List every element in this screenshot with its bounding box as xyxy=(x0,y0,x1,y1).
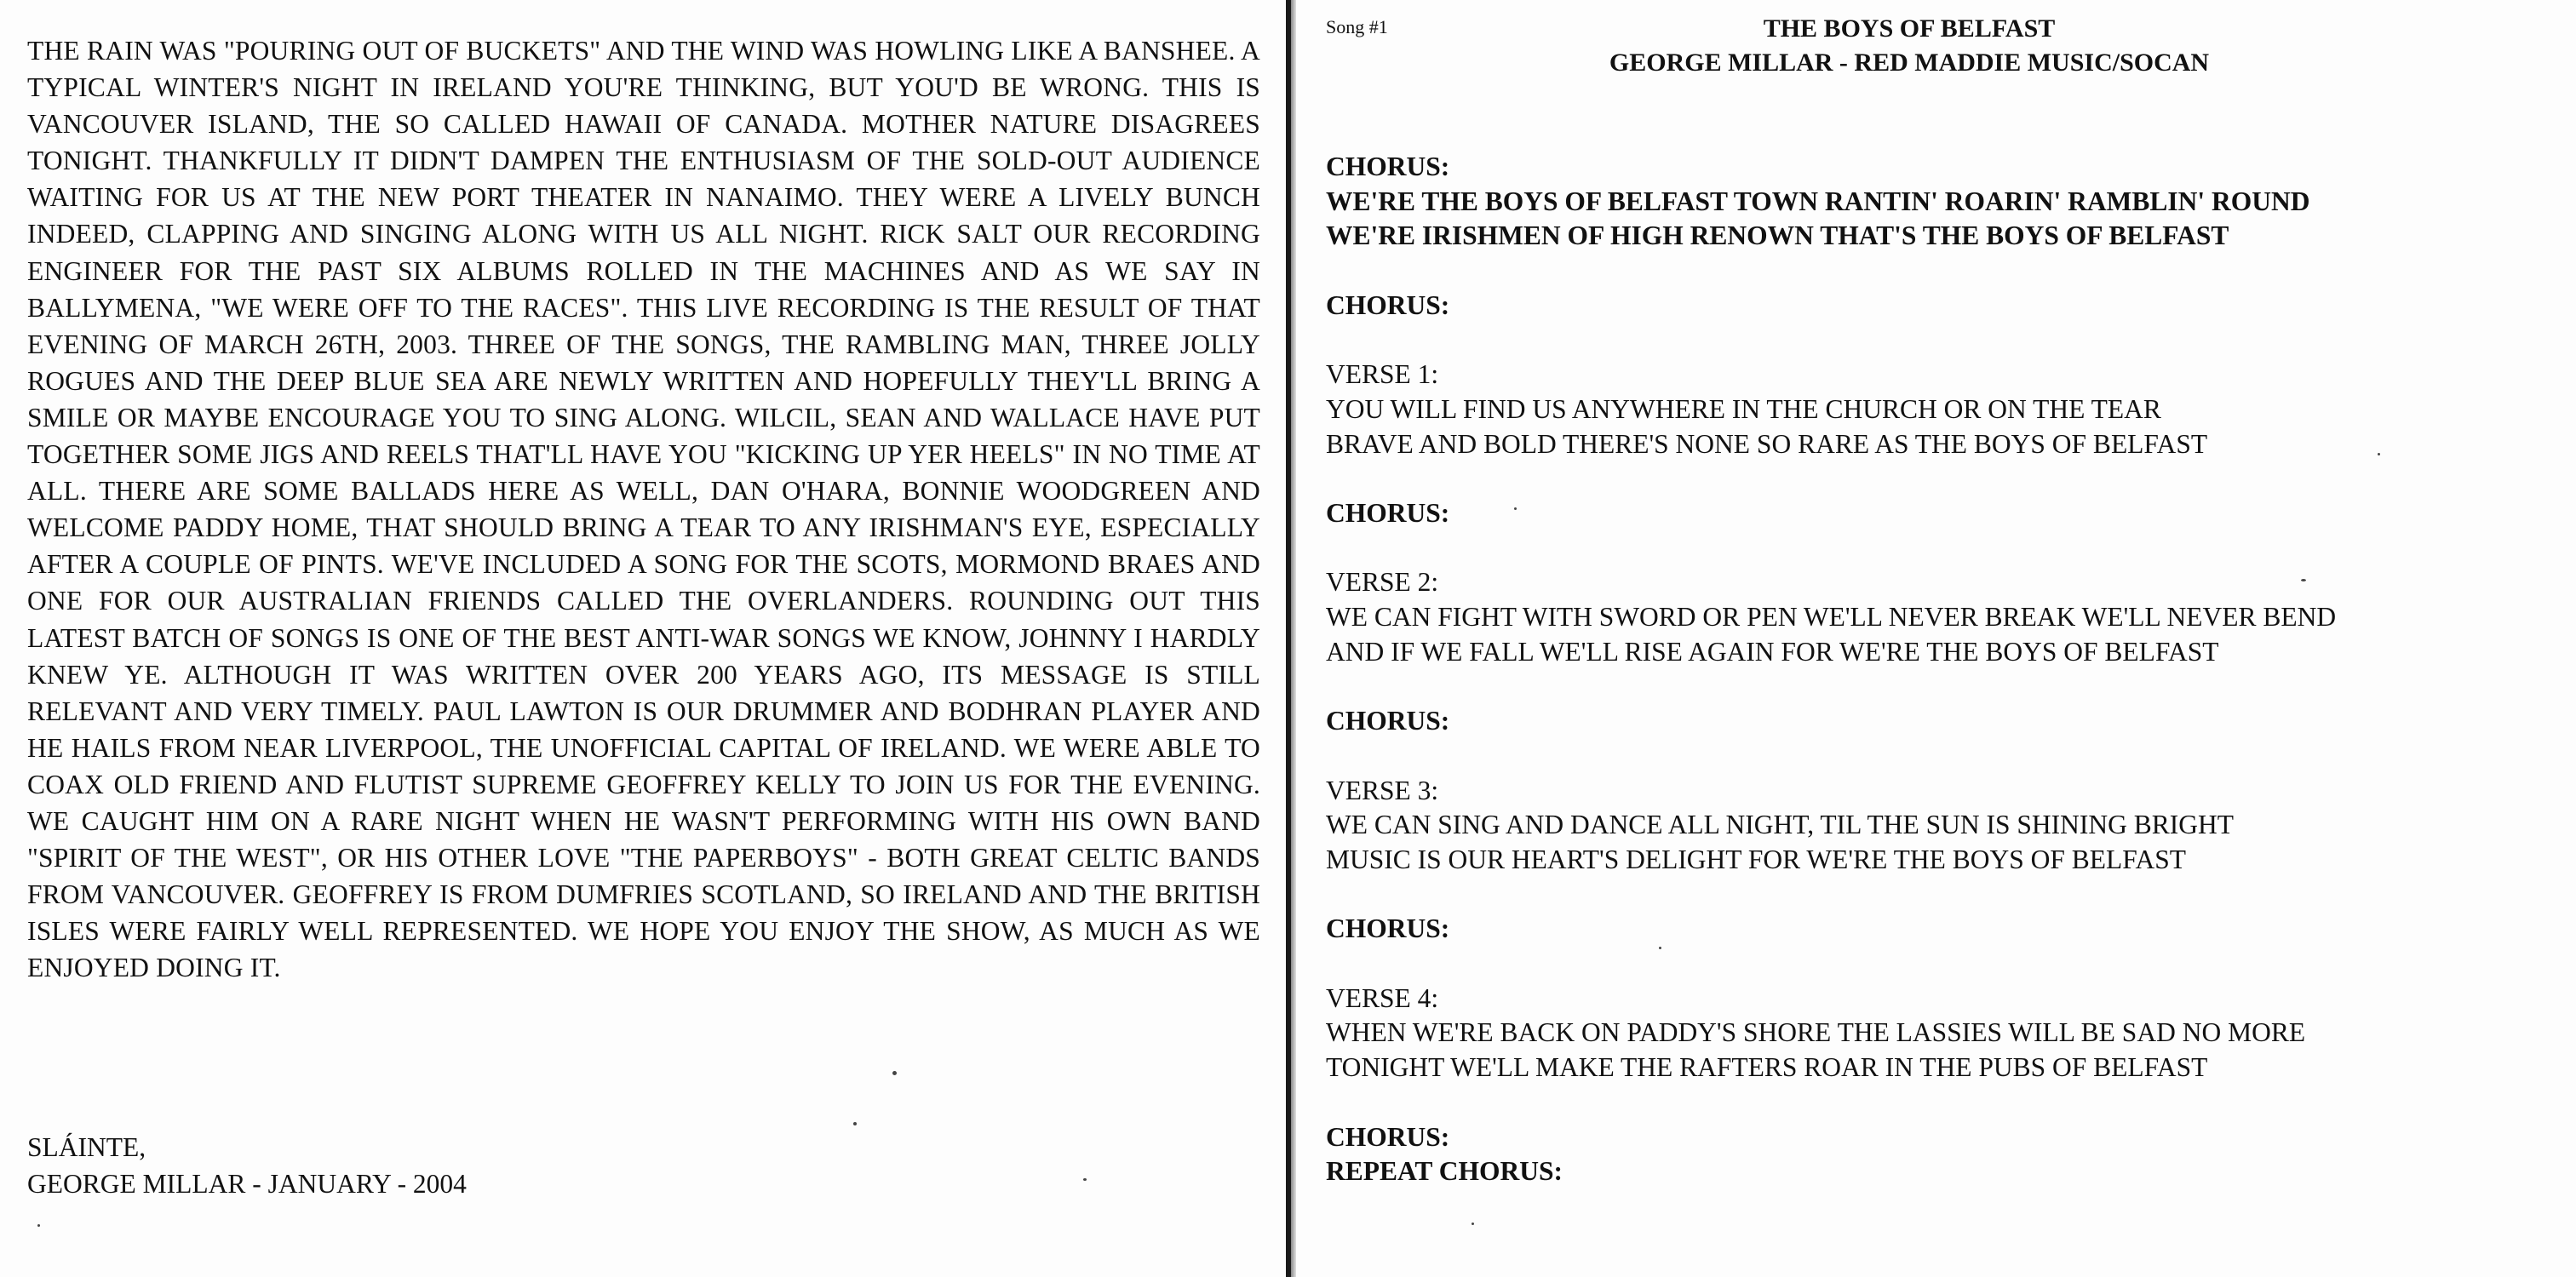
signoff-greeting: SLÁINTE, xyxy=(27,1132,146,1162)
verse-block xyxy=(1326,358,2552,461)
song-title: THE BOYS OF BELFAST xyxy=(1763,14,2056,43)
scan-speck xyxy=(2378,453,2380,455)
chorus-block xyxy=(1326,150,2552,254)
chorus-label: CHORUS: xyxy=(1326,706,1450,736)
chorus-line: WE'RE IRISHMEN OF HIGH RENOWN THAT'S THE BOYS OF BELFAST xyxy=(1326,220,2229,251)
scan-speck xyxy=(892,1071,897,1075)
signoff-signature: GEORGE MILLAR - JANUARY - 2004 xyxy=(27,1169,467,1200)
verse-line: YOU WILL FIND US ANYWHERE IN THE CHURCH OR ON THE TEAR xyxy=(1326,393,2161,424)
scan-speck xyxy=(2301,579,2306,581)
verse-label: VERSE 1: xyxy=(1326,359,1439,390)
scan-speck xyxy=(1083,1178,1087,1181)
liner-notes xyxy=(27,32,1260,986)
chorus-label: CHORUS: xyxy=(1326,497,1450,528)
scan-speck xyxy=(37,1224,40,1227)
song-header xyxy=(1449,12,2369,80)
scan-speck xyxy=(853,1122,857,1125)
verse-line: TONIGHT WE'LL MAKE THE RAFTERS ROAR IN THE PUBS OF BELFAST xyxy=(1326,1052,2208,1083)
chorus-label: CHORUS: xyxy=(1326,913,1450,944)
scan-speck xyxy=(1514,507,1517,510)
verse-label: VERSE 4: xyxy=(1326,982,1439,1013)
verse-line: MUSIC IS OUR HEART'S DELIGHT FOR WE'RE THE BOYS OF BELFAST xyxy=(1326,844,2186,874)
song-credit: GEORGE MILLAR - RED MADDIE MUSIC/SOCAN xyxy=(1609,49,2210,77)
left-page xyxy=(0,0,1286,1277)
verse-line: WE CAN SING AND DANCE ALL NIGHT, TIL THE SUN IS SHINING BRIGHT xyxy=(1326,810,2234,840)
chorus-label: CHORUS: xyxy=(1326,152,1450,181)
verse-line: WE CAN FIGHT WITH SWORD OR PEN WE'LL NEVER BREAK WE'LL NEVER BEND xyxy=(1326,602,2337,633)
scan-speck xyxy=(1659,947,1661,949)
liner-notes-paragraph: THE RAIN WAS "POURING OUT OF BUCKETS" AND THE WIND WAS HOWLING LIKE A BANSHEE. A TYPICAL WINTER'S NIGHT IN IRELAND YOU'RE THINKING, BUT YOU'D BE WRONG. THIS IS VANCOUVER ISLAND, THE SO CALLED HAWAII OF CANADA. MOTHER NATURE DISAGREES TONIGHT. THANKFULLY IT DIDN'T DAMPEN THE ENTHUSIASM OF THE SOLD-OUT AUDIENCE WAITING FOR US AT THE NEW PORT THEATER IN NANAIMO. THEY WERE A LIVELY BUNCH INDEED, CLAPPING AND SINGING ALONG WITH US ALL NIGHT. RICK SALT OUR RECORDING ENGINEER FOR THE PAST SIX ALBUMS ROLLED IN THE MACHINES AND AS WE SAY IN BALLYMENA, "WE WERE OFF TO THE RACES". THIS LIVE RECORDING IS THE RESULT OF THAT EVENING OF MARCH 26TH, 2003. THREE OF THE SONGS, THE RAMBLING MAN, THREE JOLLY ROGUES AND THE DEEP BLUE SEA ARE NEWLY WRITTEN AND HOPEFULLY THEY'LL BRING A SMILE OR MAYBE ENCOURAGE YOU TO SING ALONG. WILCIL, SEAN AND WALLACE HAVE PUT TOGETHER SOME JIGS AND REELS THAT'LL HAVE YOU "KICKING UP YER HEELS" IN NO TIME AT ALL. THERE ARE SOME BALLADS HERE AS WELL, DAN O'HARA, BONNIE WOODGREEN AND WELCOME PADDY HOME, THAT SHOULD BRING A TEAR TO ANY IRISHMAN'S EYE, ESPECIALLY AFTER A COUPLE OF PINTS. WE'VE INCLUDED A SONG FOR THE SCOTS, MORMOND BRAES AND ONE FOR OUR AUSTRALIAN FRIENDS CALLED THE OVERLANDERS. ROUNDING OUT THIS LATEST BATCH OF SONGS IS ONE OF THE BEST ANTI-WAR SONGS WE KNOW, JOHNNY I HARDLY KNEW YE. ALTHOUGH IT WAS WRITTEN OVER 200 YEARS AGO, ITS MESSAGE IS STILL RELEVANT AND VERY TIMELY. PAUL LAWTON IS OUR DRUMMER AND BODHRAN PLAYER AND HE HAILS FROM NEAR LIVERPOOL, THE UNOFFICIAL CAPITAL OF IRELAND. WE WERE ABLE TO COAX OLD FRIEND AND FLUTIST SUPREME GEOFFREY KELLY TO JOIN US FOR THE EVENING. WE CAUGHT HIM ON A RARE NIGHT WHEN HE WASN'T PERFORMING WITH HIS OWN BAND "SPIRIT OF THE WEST", OR HIS OTHER LOVE "THE PAPERBOYS" - BOTH GREAT CELTIC BANDS FROM VANCOUVER. GEOFFREY IS FROM DUMFRIES SCOTLAND, SO IRELAND AND THE BRITISH ISLES WERE FAIRLY WELL REPRESENTED. WE HOPE YOU ENJOY THE SHOW, AS MUCH AS WE ENJOYED DOING IT. xyxy=(27,36,1260,983)
verse-line: BRAVE AND BOLD THERE'S NONE SO RARE AS THE BOYS OF BELFAST xyxy=(1326,428,2208,459)
lyrics xyxy=(1326,150,2552,1189)
verse-line: AND IF WE FALL WE'LL RISE AGAIN FOR WE'RE THE BOYS OF BELFAST xyxy=(1326,636,2219,667)
repeat-chorus-label: REPEAT CHORUS: xyxy=(1326,1156,1563,1187)
verse-block xyxy=(1326,774,2552,878)
scan-speck xyxy=(1472,1223,1474,1225)
chorus-label: CHORUS: xyxy=(1326,1121,1450,1152)
verse-label: VERSE 2: xyxy=(1326,567,1439,598)
verse-line: WHEN WE'RE BACK ON PADDY'S SHORE THE LASSIES WILL BE SAD NO MORE xyxy=(1326,1017,2306,1048)
verse-block xyxy=(1326,565,2552,669)
chorus-label: CHORUS: xyxy=(1326,289,1450,320)
verse-label: VERSE 3: xyxy=(1326,775,1439,805)
verse-block xyxy=(1326,982,2552,1085)
right-page xyxy=(1296,0,2576,1277)
signoff xyxy=(27,1129,467,1202)
chorus-line: WE'RE THE BOYS OF BELFAST TOWN RANTIN' ROARIN' RAMBLIN' ROUND xyxy=(1326,186,2310,216)
song-number: Song #1 xyxy=(1326,16,1388,37)
